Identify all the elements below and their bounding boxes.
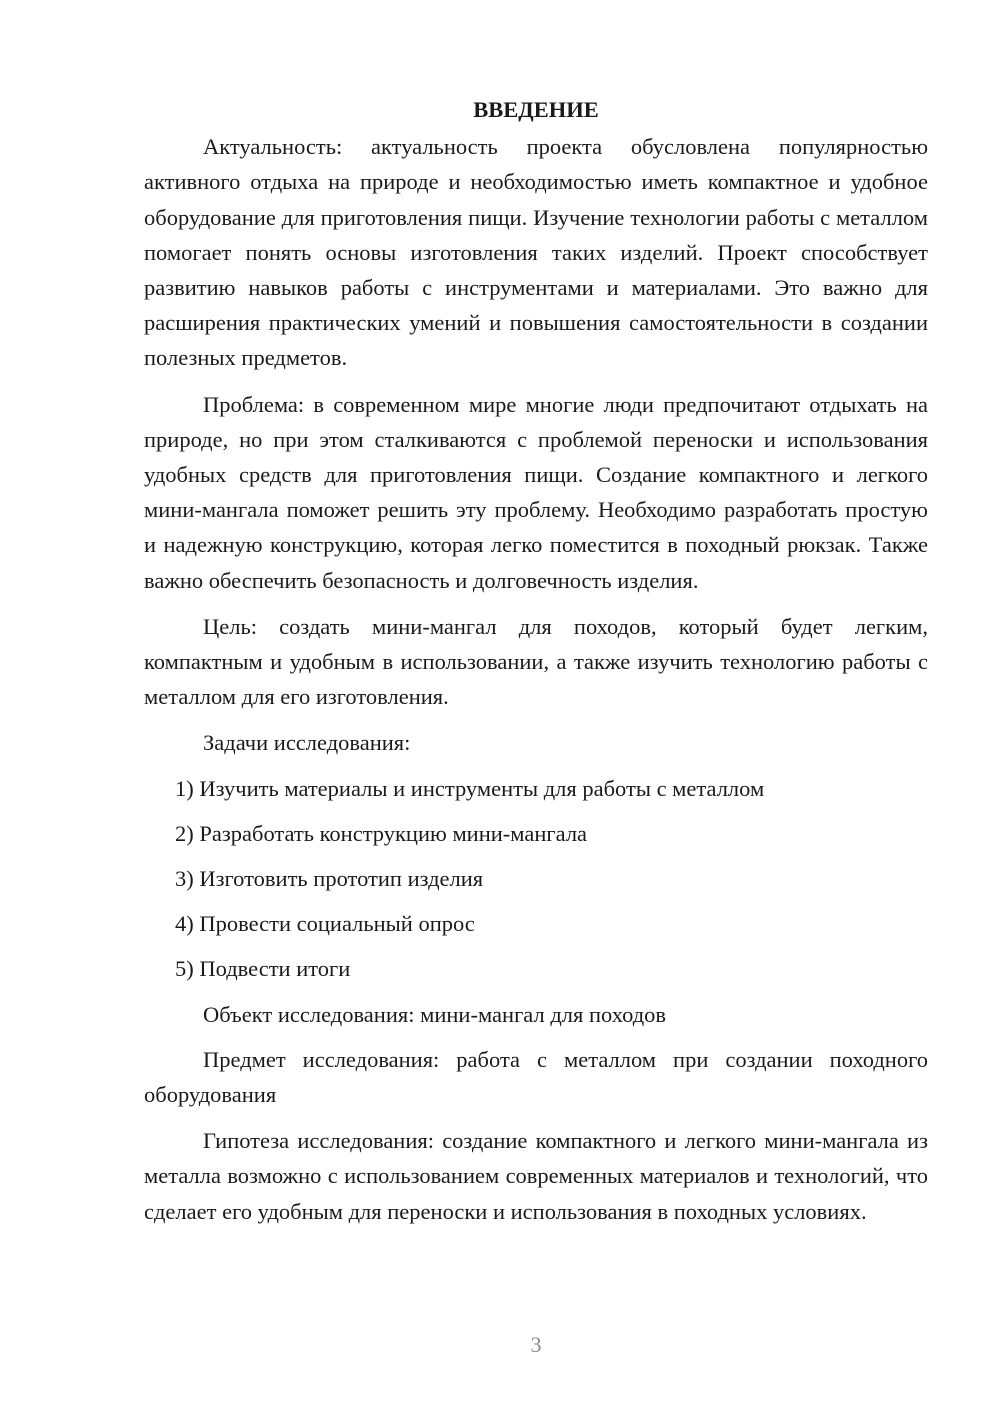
list-item: 2) Разработать конструкцию мини-мангала	[175, 820, 588, 846]
paragraph-goal: Цель: создать мини-мангал для походов, который будет легким, компактным и удобным в использовании, а также изучить технологию работы с металлом для его изготовления.	[144, 613, 928, 710]
list-item: 3) Изготовить прототип изделия	[175, 866, 484, 892]
tasks-heading: Задачи исследования:	[203, 730, 411, 756]
section-title: ВВЕДЕНИЕ	[473, 97, 599, 122]
paragraph-object: Объект исследования: мини-мангал для походов	[203, 1001, 667, 1027]
paragraph-subject: Предмет исследования: работа с металлом при создании походного оборудования	[144, 1046, 928, 1108]
paragraph-hypothesis: Гипотеза исследования: создание компактного и легкого мини-мангала из металла возможно с использованием современных материалов и технологий, что сделает его удобным для переноски и использования в походных условиях.	[144, 1128, 928, 1224]
paragraph-problem: Проблема: в современном мире многие люди предпочитают отдыхать на природе, но при этом сталкиваются с проблемой переноски и использования удобных средств для приготовления пищи. Создание компактного и легкого мини-мангала поможет решить эту проблему. Необходимо разработать простую и надежную конструкцию, которая легко поместится в походный рюкзак. Также важно обеспечить безопасность и долговечность изделия.	[144, 391, 928, 593]
tasks-list	[144, 771, 928, 987]
list-item: 1) Изучить материалы и инструменты для работы с металлом	[175, 775, 765, 801]
list-item: 4) Провести социальный опрос	[175, 911, 475, 937]
page-number: 3	[530, 1332, 542, 1357]
list-item: 5) Подвести итоги	[175, 956, 351, 982]
page-content	[144, 92, 928, 1240]
paragraph-relevance: Актуальность: актуальность проекта обусловлена популярностью активного отдыха на природе и необходимостью иметь компактное и удобное оборудование для приготовления пищи. Изучение технологии работы с металлом помогает понять основы изготовления таких изделий. Проект способствует развитию навыков работы с инструментами и материалами. Это важно для расширения практических умений и повышения самостоятельности в создании полезных предметов.	[144, 134, 928, 371]
